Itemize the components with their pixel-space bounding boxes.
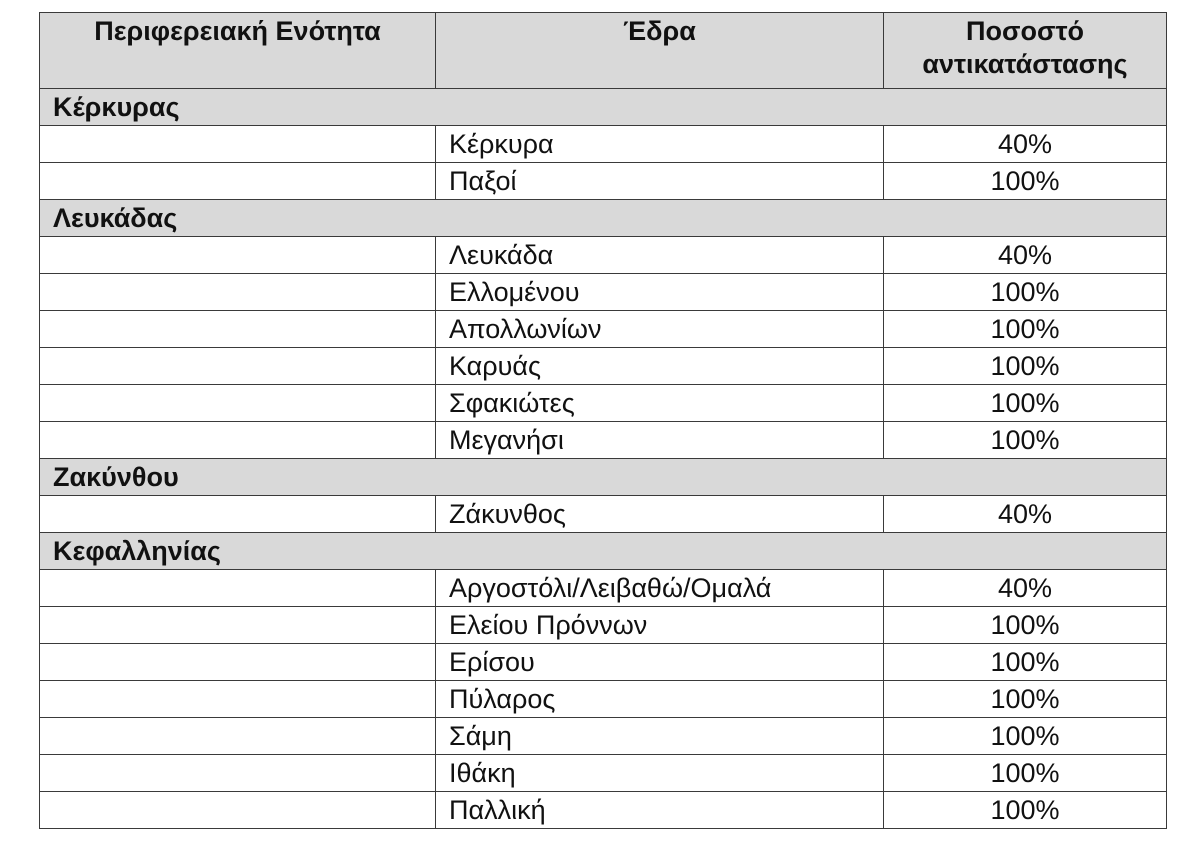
rate-cell: 100% — [884, 311, 1167, 348]
region-cell — [40, 792, 436, 829]
seat-cell: Ελλομένου — [436, 274, 884, 311]
table-row — [40, 755, 1167, 792]
seat-cell: Σφακιώτες — [436, 385, 884, 422]
region-cell — [40, 422, 436, 459]
table-row — [40, 718, 1167, 755]
table-row — [40, 163, 1167, 200]
seat-cell: Ζάκυνθος — [436, 496, 884, 533]
table-row — [40, 274, 1167, 311]
table-row — [40, 237, 1167, 274]
table-row — [40, 126, 1167, 163]
seat-cell: Παλλική — [436, 792, 884, 829]
region-cell — [40, 496, 436, 533]
rate-cell: 100% — [884, 163, 1167, 200]
region-cell — [40, 126, 436, 163]
seat-cell: Αργοστόλι/Λειβαθώ/Ομαλά — [436, 570, 884, 607]
region-cell — [40, 311, 436, 348]
rate-cell: 100% — [884, 718, 1167, 755]
rate-cell: 40% — [884, 126, 1167, 163]
region-cell — [40, 274, 436, 311]
table-row — [40, 792, 1167, 829]
table-row — [40, 496, 1167, 533]
rate-cell: 40% — [884, 496, 1167, 533]
rate-cell: 100% — [884, 681, 1167, 718]
rate-cell: 100% — [884, 607, 1167, 644]
rate-cell: 100% — [884, 792, 1167, 829]
seat-cell: Ερίσου — [436, 644, 884, 681]
table-row — [40, 348, 1167, 385]
seat-cell: Καρυάς — [436, 348, 884, 385]
header-seat: Έδρα — [436, 13, 884, 89]
table-header — [40, 13, 1167, 89]
region-cell — [40, 385, 436, 422]
rate-cell: 100% — [884, 755, 1167, 792]
group-name: Ζακύνθου — [40, 459, 1167, 496]
table-row — [40, 422, 1167, 459]
group-row — [40, 533, 1167, 570]
region-cell — [40, 607, 436, 644]
header-region: Περιφερειακή Ενότητα — [40, 13, 436, 89]
table-row — [40, 607, 1167, 644]
rate-cell: 100% — [884, 385, 1167, 422]
region-cell — [40, 644, 436, 681]
replacement-rate-table — [39, 12, 1167, 829]
rate-cell: 100% — [884, 348, 1167, 385]
table-body — [40, 89, 1167, 829]
seat-cell: Απολλωνίων — [436, 311, 884, 348]
rate-cell: 100% — [884, 274, 1167, 311]
seat-cell: Σάμη — [436, 718, 884, 755]
seat-cell: Ιθάκη — [436, 755, 884, 792]
seat-cell: Μεγανήσι — [436, 422, 884, 459]
group-row — [40, 200, 1167, 237]
region-cell — [40, 755, 436, 792]
rate-cell: 100% — [884, 644, 1167, 681]
group-name: Κεφαλληνίας — [40, 533, 1167, 570]
region-cell — [40, 681, 436, 718]
rate-cell: 100% — [884, 422, 1167, 459]
replacement-rate-table-container — [39, 12, 1167, 829]
table-row — [40, 681, 1167, 718]
group-row — [40, 459, 1167, 496]
region-cell — [40, 348, 436, 385]
header-row — [40, 13, 1167, 89]
seat-cell: Πύλαρος — [436, 681, 884, 718]
seat-cell: Λευκάδα — [436, 237, 884, 274]
table-row — [40, 644, 1167, 681]
rate-cell: 40% — [884, 570, 1167, 607]
rate-cell: 40% — [884, 237, 1167, 274]
seat-cell: Παξοί — [436, 163, 884, 200]
seat-cell: Ελείου Πρόννων — [436, 607, 884, 644]
region-cell — [40, 163, 436, 200]
group-row — [40, 89, 1167, 126]
table-row — [40, 311, 1167, 348]
group-name: Λευκάδας — [40, 200, 1167, 237]
region-cell — [40, 718, 436, 755]
region-cell — [40, 237, 436, 274]
table-row — [40, 385, 1167, 422]
region-cell — [40, 570, 436, 607]
table-row — [40, 570, 1167, 607]
seat-cell: Κέρκυρα — [436, 126, 884, 163]
header-rate: Ποσοστό αντικατάστασης — [884, 13, 1167, 89]
group-name: Κέρκυρας — [40, 89, 1167, 126]
